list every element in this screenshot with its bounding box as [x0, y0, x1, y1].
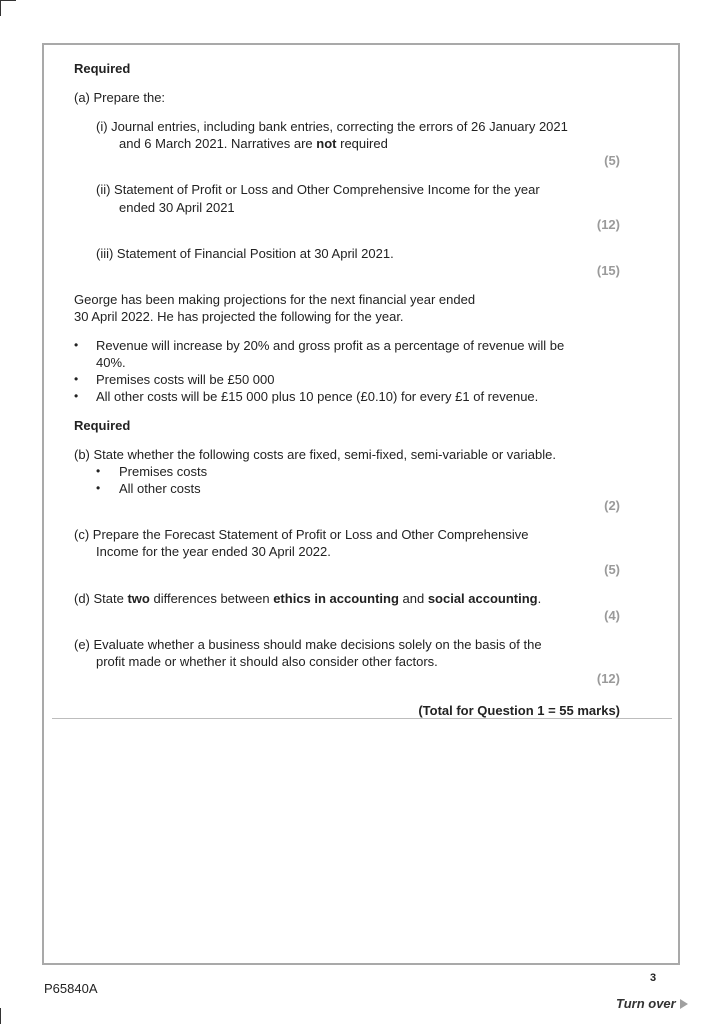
crop-mark: [0, 1008, 1, 1024]
scenario-bullet1-line2: 40%.: [96, 355, 126, 370]
paper-code: P65840A: [44, 981, 98, 996]
question-total: (Total for Question 1 = 55 marks): [418, 703, 620, 718]
bullet-icon: •: [96, 481, 101, 495]
bullet-icon: •: [74, 372, 79, 386]
required-heading: Required: [74, 418, 131, 433]
scenario-line1: George has been making projections for the next financial year ended: [74, 292, 476, 307]
question-e-line2: profit made or whether it should also consider other factors.: [96, 654, 438, 669]
scenario-bullet2: Premises costs will be £50 000: [96, 372, 275, 387]
marks-b: (2): [604, 498, 620, 513]
crop-mark: [0, 0, 16, 1]
marks-a-ii: (12): [596, 217, 620, 232]
question-b-bullet1: Premises costs: [119, 464, 208, 479]
question-a-ii-line2: ended 30 April 2021: [119, 200, 235, 215]
scenario-bullet3: All other costs will be £15 000 plus 10 pence (£0.10) for every £1 of revenue.: [96, 389, 539, 404]
question-c-line1: (c) Prepare the Forecast Statement of Profit or Loss and Other Comprehensive: [74, 527, 529, 542]
required-heading: Required: [74, 61, 131, 76]
crop-mark: [0, 0, 1, 16]
question-b-line1: (b) State whether the following costs are fixed, semi-fixed, semi-variable or variable.: [74, 447, 556, 462]
marks-d: (4): [604, 608, 620, 623]
bullet-icon: •: [96, 464, 101, 478]
question-a-ii-line1: (ii) Statement of Profit or Loss and Other Comprehensive Income for the year: [96, 182, 540, 197]
question-e-line1: (e) Evaluate whether a business should make decisions solely on the basis of the: [74, 637, 542, 652]
question-c-line2: Income for the year ended 30 April 2022.: [96, 544, 331, 559]
marks-a-i: (5): [604, 153, 620, 168]
question-b-bullet2: All other costs: [119, 481, 201, 496]
scenario-bullet1-line1: Revenue will increase by 20% and gross profit as a percentage of revenue will be: [96, 338, 565, 353]
question-a-i-line1: (i) Journal entries, including bank entries, correcting the errors of 26 January 2021: [96, 119, 568, 134]
marks-c: (5): [604, 562, 620, 577]
play-arrow-icon: [680, 999, 688, 1009]
bullet-icon: •: [74, 338, 79, 352]
divider: [52, 718, 672, 719]
bullet-icon: •: [74, 389, 79, 403]
marks-a-iii: (15): [596, 263, 620, 278]
question-a-iii-line1: (iii) Statement of Financial Position at 30 April 2021.: [96, 246, 394, 261]
question-a-i-line2: and 6 March 2021. Narratives are not required: [119, 136, 388, 151]
question-d-line: (d) State two differences between ethics in accounting and social accounting.: [74, 591, 542, 606]
scenario-line2: 30 April 2022. He has projected the following for the year.: [74, 309, 404, 324]
turn-over-label: Turn over: [616, 996, 676, 1011]
marks-e: (12): [596, 671, 620, 686]
question-a-intro: (a) Prepare the:: [74, 90, 166, 105]
page-number: 3: [650, 972, 657, 984]
